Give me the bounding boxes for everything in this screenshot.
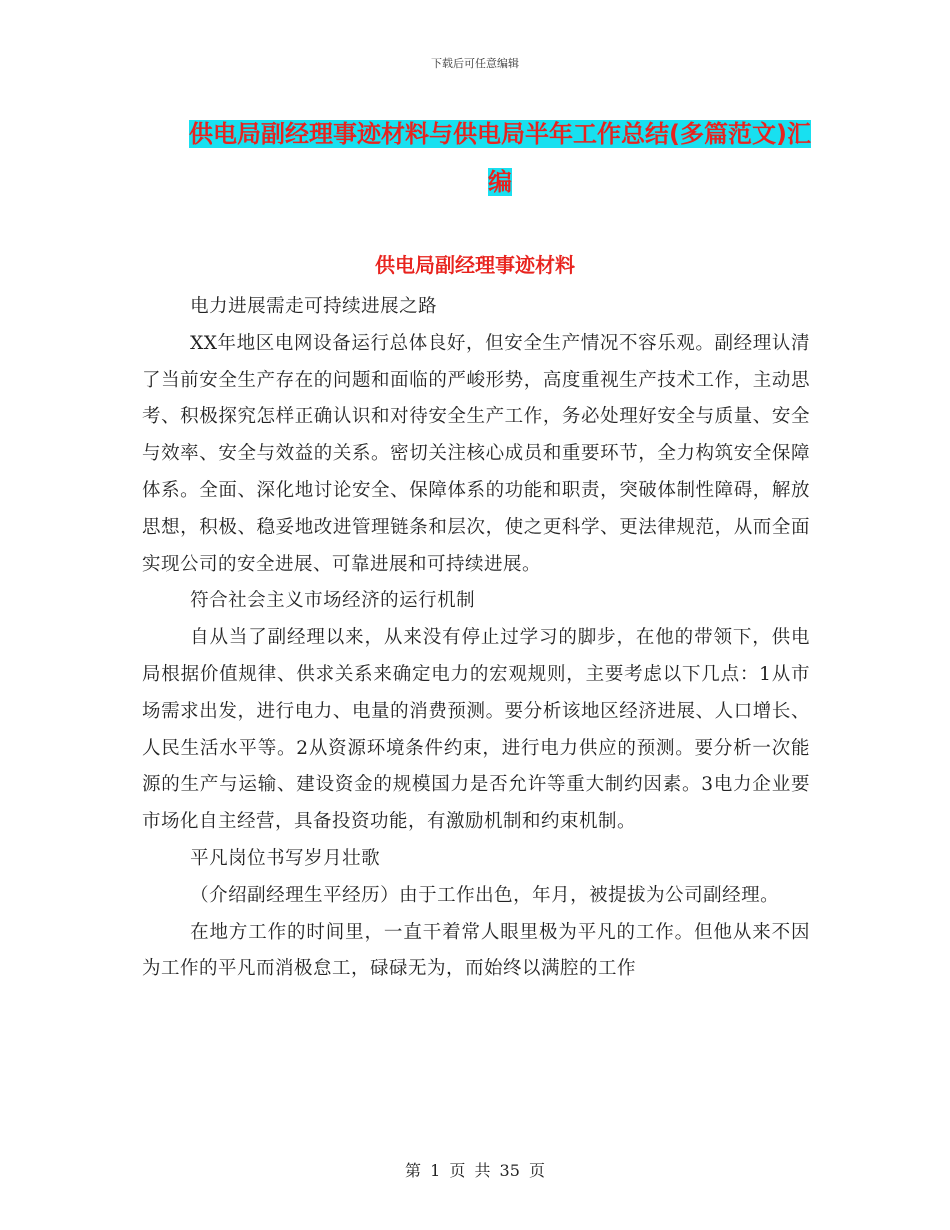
subheading-paragraph: 符合社会主义市场经济的运行机制 [190, 590, 476, 612]
page-header-note: 下载后可任意编辑 [431, 57, 519, 70]
body-paragraph: 自从当了副经理以来，从来没有停止过学习的脚步，在他的带领下，供电局根据价值规律、供求关系来确定电力的宏观规则，主要考虑以下几点：1从市场需求出发，进行电力、电量的消费预测。要分析该地区经济进展、人口增长、人民生活水平等。2从资源环境条件约束，进行电力供应的预测。要分析一次能源的生产与运输、建设资金的规模国力是否允许等重大制约因素。3电力企业要市场化自主经营，具备投资功能，有激励机制和约束机制。 [142, 627, 810, 833]
body-paragraph: 在地方工作的时间里，一直干着常人眼里极为平凡的工作。但他从来不因为工作的平凡而消极怠工，碌碌无为，而始终以满腔的工作 [142, 921, 810, 980]
body-paragraph: （介绍副经理生平经历）由于工作出色，年月，被提拔为公司副经理。 [190, 884, 780, 906]
page-number: 第 1 页 共 35 页 [405, 1161, 545, 1180]
subheading-paragraph: 平凡岗位书写岁月壮歌 [190, 847, 381, 869]
section-title: 供电局副经理事迹材料 [375, 253, 575, 277]
document-body [142, 289, 810, 988]
document-title [186, 110, 814, 206]
body-paragraph: XX年地区电网设备运行总体良好，但安全生产情况不容乐观。副经理认清了当前安全生产存在的问题和面临的严峻形势，高度重视生产技术工作，主动思考、积极探究怎样正确认识和对待安全生产工作，务必处理好安全与质量、安全与效率、安全与效益的关系。密切关注核心成员和重要环节，全力构筑安全保障体系。全面、深化地讨论安全、保障体系的功能和职责，突破体制性障碍，解放思想，积极、稳妥地改进管理链条和层次，使之更科学、更法律规范，从而全面实现公司的安全进展、可靠进展和可持续进展。 [142, 332, 810, 575]
subheading-paragraph: 电力进展需走可持续进展之路 [190, 296, 438, 317]
document-title-text: 供电局副经理事迹材料与供电局半年工作总结(多篇范文)汇编 [189, 120, 811, 196]
